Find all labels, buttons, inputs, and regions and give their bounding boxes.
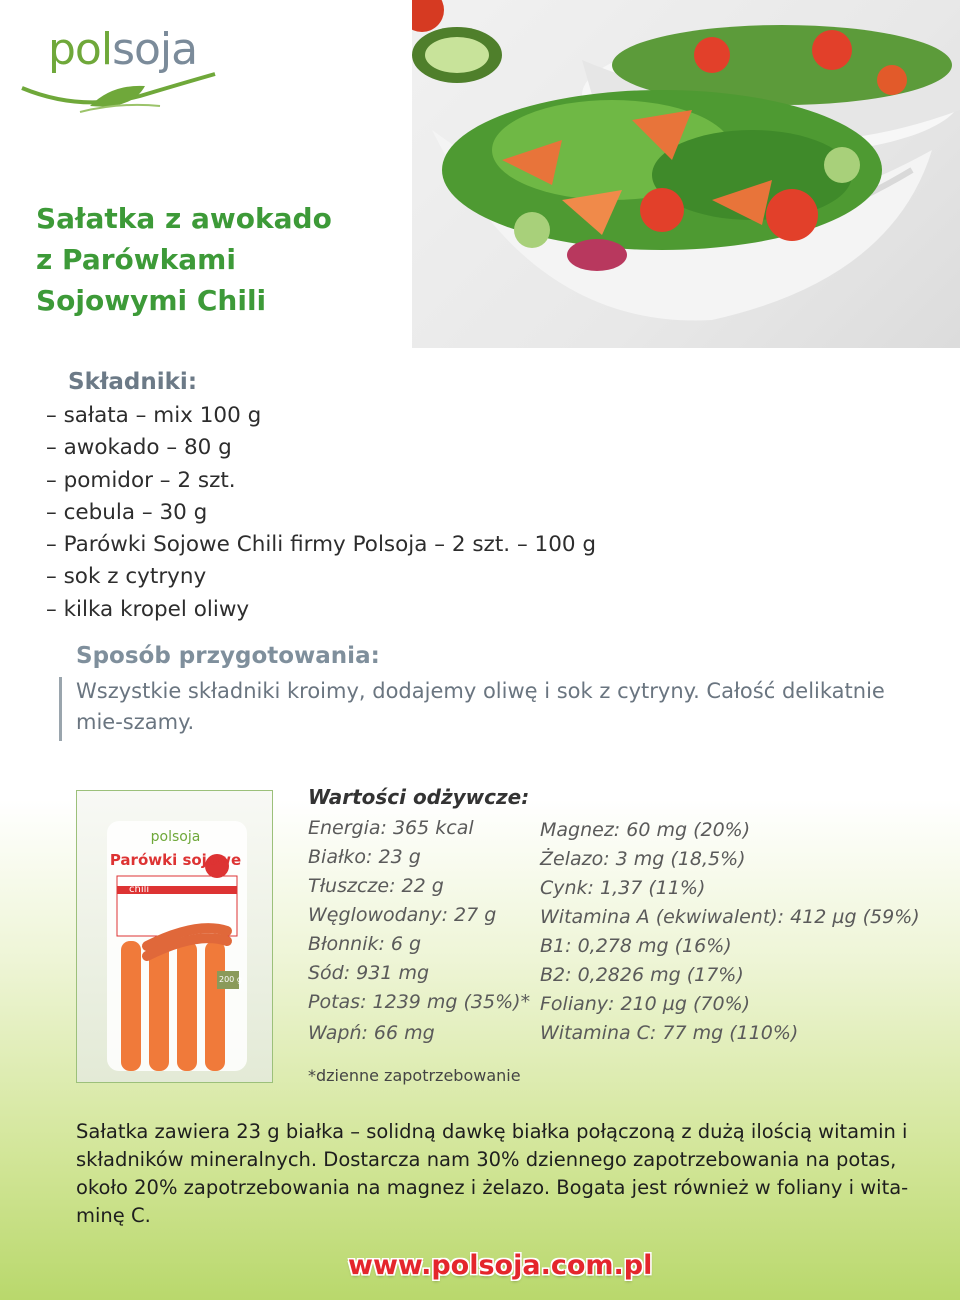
preparation-heading: Sposób przygotowania: (76, 643, 380, 669)
nutrition-item: Tłuszcze: 22 g (308, 875, 444, 897)
product-weight: 200 g (219, 975, 242, 984)
nutrition-item: Żelazo: 3 mg (18,5%) (540, 848, 746, 870)
ingredient-item: – Parówki Sojowe Chili firmy Polsoja – 2 szt. – 100 g (46, 532, 597, 558)
nutrition-item: Błonnik: 6 g (308, 933, 422, 955)
title-line-2: z Parówkami (36, 243, 236, 276)
nutrition-item: Białko: 23 g (308, 846, 421, 868)
nutrition-item: Energia: 365 kcal (308, 817, 474, 839)
product-variant: chili (129, 884, 150, 895)
nutrition-item: Sód: 931 mg (308, 962, 430, 984)
preparation-text: Wszystkie składniki kroimy, dodajemy oliwę i sok z cytryny. Całość delikatnie mie-szamy. (76, 679, 885, 734)
salad-photo (412, 0, 960, 348)
polsoja-logo (20, 22, 220, 114)
website-link[interactable]: www.polsoja.com.pl (348, 1250, 653, 1281)
ingredient-item: – sałata – mix 100 g (46, 403, 262, 428)
nutrition-item: Foliany: 210 µg (70%) (540, 993, 751, 1015)
logo-text-soja: soja (112, 24, 198, 75)
nutrition-item: B2: 0,2826 mg (17%) (540, 964, 744, 986)
ingredient-item: – pomidor – 2 szt. (46, 467, 236, 493)
nutrition-item: B1: 0,278 mg (16%) (540, 935, 732, 957)
title-line-3: Sojowymi Chili (36, 284, 267, 317)
ingredient-item: – kilka kropel oliwy (46, 596, 250, 622)
product-package-image (76, 790, 273, 1083)
ingredient-item: – awokado – 80 g (46, 435, 232, 461)
nutrition-heading: Wartości odżywcze: (308, 785, 530, 809)
daily-requirement-footnote: *dzienne zapotrzebowanie (308, 1066, 521, 1085)
ingredient-item: – cebula – 30 g (46, 499, 208, 525)
recipe-title (36, 198, 396, 321)
nutrition-item: Potas: 1239 mg (35%)* (308, 991, 531, 1013)
nutrition-list-left (308, 814, 530, 1048)
nutrition-item: Węglowodany: 27 g (308, 904, 497, 926)
preparation-divider (59, 677, 62, 741)
nutrition-item: Wapń: 66 mg (308, 1022, 435, 1044)
nutrition-item: Witamina C: 77 mg (110%) (540, 1022, 799, 1044)
nutrition-item: Magnez: 60 mg (20%) (540, 819, 751, 841)
nutrition-list-right (540, 816, 920, 1048)
title-line-1: Sałatka z awokado (36, 202, 332, 235)
logo-text-pol: pol (48, 24, 113, 75)
nutrition-item: Witamina A (ekwiwalent): 412 µg (59%) (540, 906, 920, 928)
summary-text: Sałatka zawiera 23 g białka – solidną dawkę białka połączoną z dużą ilością witamin i składników mineralnych. Dostarcza nam 30% dziennego zapotrzebowania na potas, około 20% zapotrzebowania na magnez i żelazo. Bogata jest również w foliany i wita-minę C. (76, 1120, 909, 1227)
ingredient-item: – sok z cytryny (46, 564, 207, 590)
product-brand: polsoja (150, 829, 201, 845)
nutrition-item: Cynk: 1,37 (11%) (540, 877, 706, 899)
leaf-swoosh-icon (20, 66, 220, 116)
ingredients-heading: Składniki: (68, 369, 198, 395)
ingredients-list (46, 400, 596, 626)
product-name: Parówki sojowe (109, 851, 242, 869)
